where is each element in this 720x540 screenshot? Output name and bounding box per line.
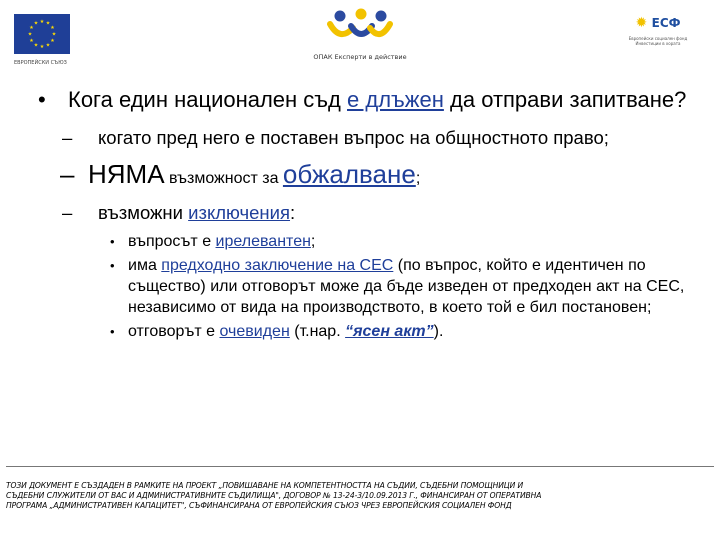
bullet-icon: • bbox=[110, 324, 115, 339]
dash-icon: – bbox=[60, 159, 75, 189]
footer-line-2: СЪДЕБНИ СЛУЖИТЕЛИ ОТ ВАС И АДМИНИСТРАТИВНИТЕ СЪДИЛИЩА", ДОГОВОР № 13-24-3/10.09.2013 Г., ФИНАНСИРАН ОТ ОПЕРАТИВНА bbox=[6, 491, 542, 500]
svg-text:★: ★ bbox=[33, 20, 39, 27]
appeal-link[interactable]: обжалване bbox=[282, 159, 416, 189]
obligation-link[interactable]: е длъжен bbox=[347, 87, 444, 112]
eu-flag-icon bbox=[14, 14, 70, 54]
svg-text:★: ★ bbox=[29, 38, 34, 44]
slide-content bbox=[38, 86, 698, 342]
dash-icon: – bbox=[62, 127, 73, 148]
opak-logo-icon bbox=[320, 8, 400, 46]
bullet-icon: • bbox=[38, 87, 46, 112]
svg-text:★: ★ bbox=[29, 25, 34, 31]
sub-item-question-posed: – когато пред него е поставен въпрос на общностното право; bbox=[62, 127, 609, 148]
exceptions-link[interactable]: изключения bbox=[188, 202, 291, 223]
esf-text: ЕСФ bbox=[651, 16, 681, 30]
esf-logo bbox=[618, 14, 698, 46]
sub-item-no-appeal: – НЯМА възможност за обжалване; bbox=[60, 159, 421, 189]
svg-text:★: ★ bbox=[50, 38, 55, 44]
acte-clair-link[interactable]: “ясен акт” bbox=[345, 323, 434, 340]
footer bbox=[6, 466, 714, 511]
esf-star-icon: ✹ bbox=[635, 14, 648, 30]
opak-logo bbox=[290, 8, 430, 61]
bullet-icon: • bbox=[110, 258, 115, 273]
dash-icon: – bbox=[62, 202, 73, 223]
svg-text:★: ★ bbox=[51, 31, 57, 38]
sub-item-exceptions: – възможни изключения: bbox=[62, 202, 296, 223]
footer-line-3: ПРОГРАМА „АДМИНИСТРАТИВЕН КАПАЦИТЕТ", СЪФИНАНСИРАНА ОТ ЕВРОПЕЙСКИЯ СЪЮЗ ЧРЕЗ ЕВРОПЕЙСКИЯ СОЦИАЛЕН ФОНД bbox=[6, 501, 512, 510]
esf-caption: Европейски социален фонд Инвестиции в хората bbox=[628, 36, 688, 46]
svg-text:★: ★ bbox=[45, 42, 51, 49]
irrelevant-link[interactable]: ирелевантен bbox=[215, 233, 311, 250]
svg-text:★: ★ bbox=[33, 42, 39, 49]
exception-obvious: • отговорът е очевиден (т.нар. “ясен акт”). bbox=[110, 323, 444, 340]
bullet-icon: • bbox=[110, 234, 115, 249]
svg-text:★: ★ bbox=[45, 20, 51, 27]
svg-text:★: ★ bbox=[50, 25, 55, 31]
svg-text:★: ★ bbox=[27, 31, 33, 38]
opak-caption: ОПАК Експерти в действие bbox=[313, 53, 407, 61]
exception-prior-ruling: • има предходно заключение на СЕС (по въпрос, който е идентичен по същество) или отговорът може да бъде изведен от предходен акт на СЕС, независимо от вида на производството, в което той е бил постановен; bbox=[110, 257, 685, 316]
obvious-link[interactable]: очевиден bbox=[219, 323, 290, 340]
svg-text:★: ★ bbox=[39, 19, 45, 25]
prior-ruling-link[interactable]: предходно заключение на СЕС bbox=[161, 257, 394, 274]
svg-text:★: ★ bbox=[39, 44, 45, 50]
question-item: • Кога един национален съд е длъжен да отправи запитване? bbox=[38, 87, 687, 112]
footer-line-1: ТОЗИ ДОКУМЕНТ Е СЪЗДАДЕН В РАМКИТЕ НА ПРОЕКТ „ПОВИШАВАНЕ НА КОМПЕТЕНТНОСТТА НА СЪДИИ, СЪДЕБНИ ПОМОЩНИЦИ И bbox=[6, 481, 524, 490]
eu-caption: ЕВРОПЕЙСКИ СЪЮЗ bbox=[14, 60, 67, 66]
exception-irrelevant: • въпросът е ирелевантен; bbox=[110, 233, 316, 250]
eu-logo bbox=[14, 14, 74, 66]
